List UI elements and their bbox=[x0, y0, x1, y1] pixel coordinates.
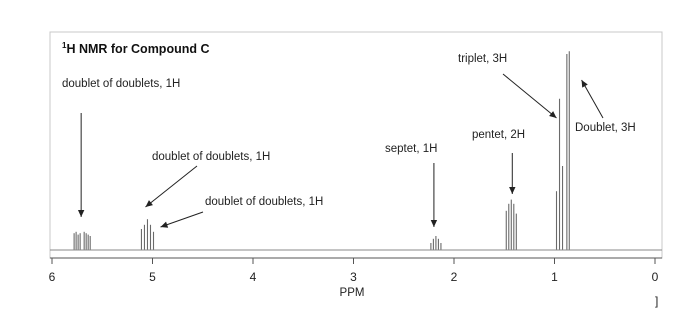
arrow-triplet-head bbox=[549, 111, 556, 118]
chart-title bbox=[62, 41, 209, 56]
annotations bbox=[62, 53, 636, 208]
plot-frame bbox=[50, 32, 662, 258]
arrow-triplet-shaft bbox=[503, 74, 557, 118]
x-tick-label-2: 4 bbox=[249, 270, 257, 284]
x-tick-label-4: 2 bbox=[450, 270, 458, 284]
arrow-dd-middle-head bbox=[145, 200, 152, 207]
annotation-septet: septet, 1H bbox=[385, 143, 438, 155]
annotation-dd-middle: doublet of doublets, 1H bbox=[152, 151, 271, 163]
annotation-dd-lower: doublet of doublets, 1H bbox=[205, 196, 324, 208]
arrow-dd-lower-head bbox=[161, 222, 169, 228]
x-tick-label-0: 6 bbox=[48, 270, 56, 284]
chart-title-text: H NMR for Compound C bbox=[66, 42, 210, 56]
x-axis-label: PPM bbox=[339, 287, 365, 299]
x-tick-label-3: 3 bbox=[350, 270, 357, 284]
arrow-dd-left-head bbox=[78, 210, 84, 217]
stray-bracket-mark: ] bbox=[655, 294, 659, 308]
annotation-dd-left: doublet of doublets, 1H bbox=[62, 78, 181, 90]
x-axis-ticks bbox=[49, 258, 659, 284]
annotation-triplet: triplet, 3H bbox=[458, 53, 508, 65]
arrow-septet-head bbox=[431, 220, 437, 227]
chart-title-superscript: 1 bbox=[62, 41, 67, 50]
x-tick-label-1: 5 bbox=[149, 270, 156, 284]
x-tick-label-5: 1 bbox=[551, 270, 558, 284]
x-tick-label-6: 0 bbox=[651, 270, 659, 284]
arrow-pentet-head bbox=[509, 187, 515, 194]
arrow-dd-middle-shaft bbox=[145, 166, 197, 207]
annotation-pentet: pentet, 2H bbox=[472, 129, 526, 141]
annotation-doublet: Doublet, 3H bbox=[575, 122, 636, 134]
